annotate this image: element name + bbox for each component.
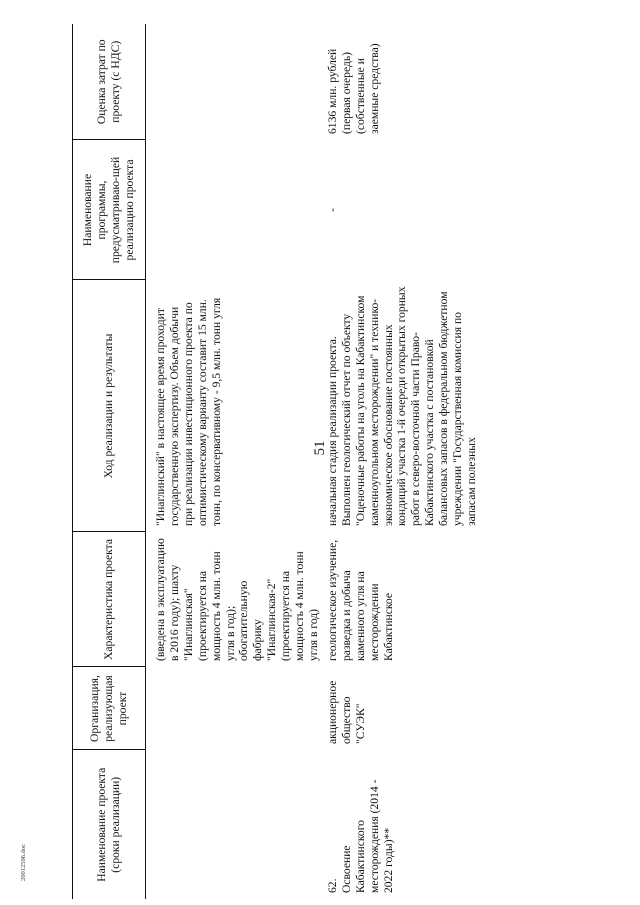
cell-project-name <box>323 750 481 899</box>
cell-program <box>146 140 323 280</box>
header-progress: Ход реализации и результаты <box>73 280 146 532</box>
table-row <box>323 24 481 899</box>
table-area <box>72 24 640 899</box>
cell-organization: акционерное общество "СУЭК" <box>325 680 367 744</box>
cell-cost: 6136 млн. рублей (первая очередь) (собственные и заемные средства) <box>325 43 381 134</box>
header-characteristic: Характеристика проекта <box>73 532 146 667</box>
project-name-text: Освоение Кабактинского месторождения (2014 - 2022 годы)** <box>339 779 395 893</box>
header-cost: Оценка затрат по проекту (с НДС) <box>73 24 146 140</box>
table-header-row <box>73 24 146 899</box>
cell-program: - <box>325 208 339 212</box>
projects-table <box>72 24 481 899</box>
cell-characteristic: геологическое изучение, разведка и добыча каменного угля на месторождении Кабактинское <box>325 539 395 661</box>
rotated-table-container <box>72 24 640 899</box>
page-number: 51 <box>312 440 328 456</box>
cell-characteristic: (введена в эксплуатацию в 2016 году); шахту "Инаглинская" (проектируется на мощность 4 млн. тонн угля в год); обогатительную фабрику "Инаглинская-2" (проектируется на мощность 4 млн. тонн угля в год) <box>154 538 320 661</box>
cell-project-name <box>146 750 323 899</box>
header-project-name: Наименование проекта (сроки реализации) <box>73 750 146 899</box>
cell-cost <box>146 24 323 140</box>
table-row <box>146 24 323 899</box>
row-number: 62. <box>325 878 339 893</box>
cell-progress: "Инаглинский" в настоящее время проходит государственную экспертизу. Объем добычи при реализации инвестиционного проекта по оптимистическому варианту составит 15 млн. тонн, по консервативному - 9,5 млн. тонн угля <box>154 297 223 526</box>
header-program: Наименование программы, предусматриваю-щей реализацию проекта <box>73 140 146 280</box>
cell-organization <box>146 667 323 750</box>
footer-file-name: 20012596.doc <box>20 843 27 881</box>
cell-progress: начальная стадия реализации проекта. Выполнен геологический отчет по объекту "Оценочные работы на уголь на Кабактинском каменноугольном месторождении" и технико-экономическое обоснование постоянных кондиций участка 1-й очереди открытых горных работ в северо-восточной части Право-Кабактинского участка с постановкой балансовых запасов в федеральном бюджетном учреждении "Государственная комиссия по запасам полезных <box>325 286 478 526</box>
header-organization: Организация, реализующая проект <box>73 667 146 750</box>
